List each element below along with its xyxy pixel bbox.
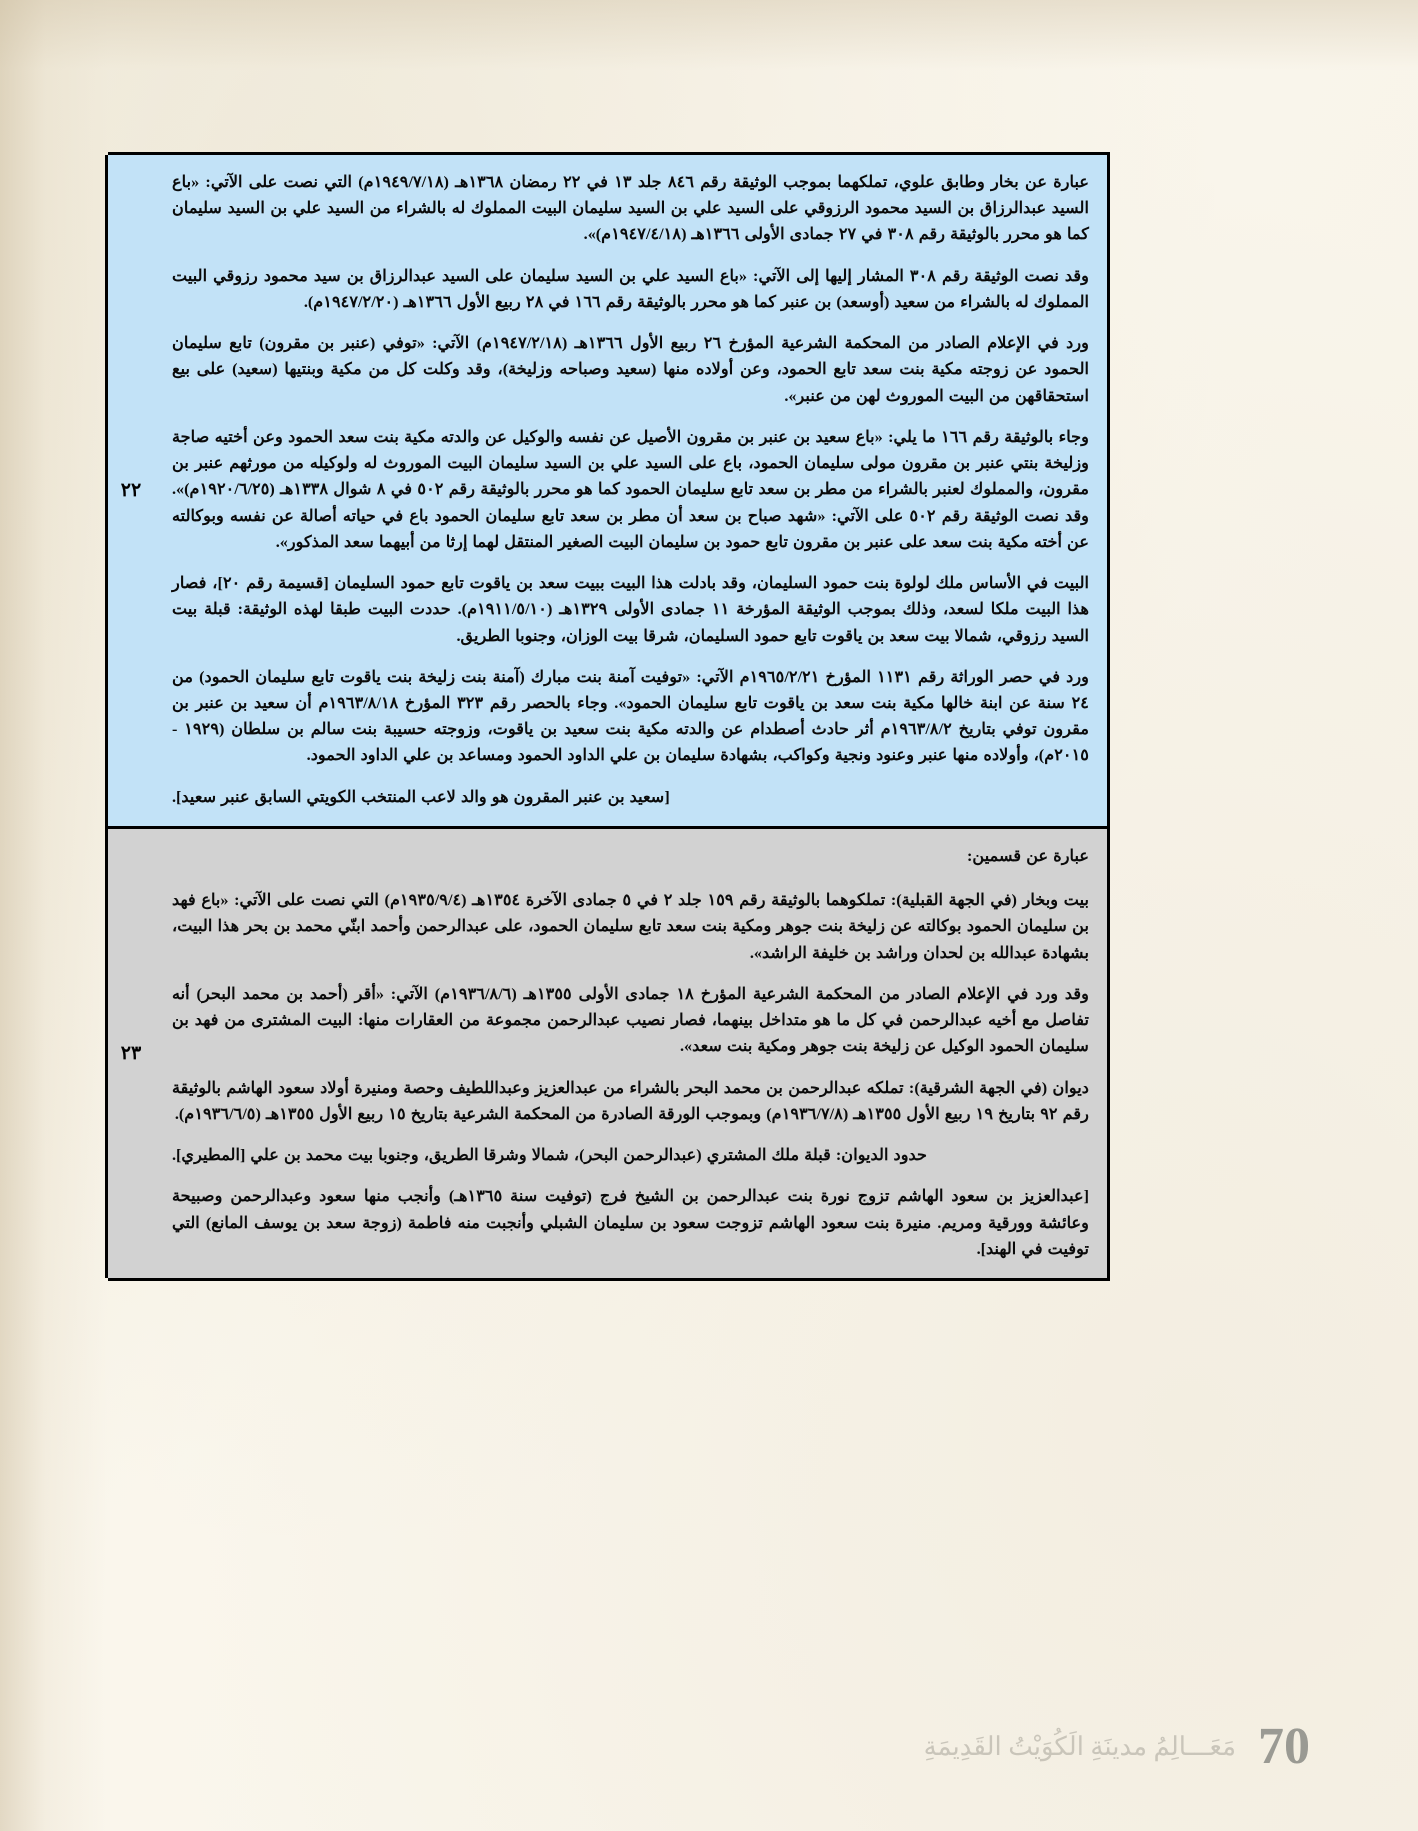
record-content-cell-22 [154, 155, 1107, 827]
property-records-table [108, 152, 1110, 1281]
record-paragraph: ديوان (في الجهة الشرقية): تملكه عبدالرحمن بن محمد البحر بالشراء من عبدالعزيز وعبداللطيف وحصة ومنيرة أولاد سعود الهاشم بالوثيقة رقم ٩٢ بتاريخ ١٩ ربيع الأول ١٣٥٥هـ (١٩٣٦/٧/٨م) وبموجب الورقة الصادرة من المحكمة الشرعية بتاريخ ١٥ ربيع الأول ١٣٥٥هـ (١٩٣٦/٦/٥م). [172, 1078, 1089, 1123]
record-number-cell: ٢٢ [107, 155, 155, 827]
record-paragraph: البيت في الأساس ملك لولوة بنت حمود السليمان، وقد بادلت هذا البيت ببيت سعد بن ياقوت تابع حمود السليمان [قسيمة رقم ٢٠]، فصار هذا البيت ملكا لسعد، وذلك بموجب الوثيقة المؤرخة ١١ جمادى الأولى ١٣٢٩هـ (١٩١١/٥/١٠م). حددت البيت طبقا لهذه الوثيقة: قبلة بيت السيد رزوقي، شمالا بيت سعد بن ياقوت تابع حمود السليمان، شرقا بيت الوزان، وجنوبا الطريق. [172, 574, 1090, 645]
record-note-paragraph: [عبدالعزيز بن سعود الهاشم تزوج نورة بنت عبدالرحمن بن الشيخ فرج (توفيت سنة ١٣٦٥هـ) وأنجب منها سعود وعبدالرحمن وصبيحة وعائشة وورقية ومريم. منيرة بنت سعود الهاشم تزوجت سعود بن سليمان الشبلي وأنجبت منه فاطمة (زوجة سعد بن يوسف المانع) التي توفيت في الهند]. [172, 1187, 1090, 1258]
records-table-body [107, 155, 1108, 1278]
record-paragraph: عبارة عن بخار وطابق علوي، تملكهما بموجب الوثيقة رقم ٨٤٦ جلد ١٣ في ٢٢ رمضان ١٣٦٨هـ (١٩٤٩/٧/١٨م) التي نصت على الآتي: «باع السيد عبدالرزاق بن السيد محمود الرزوقي على السيد علي بن السيد سليمان البيت المملوك له بالشراء من السيد علي بن السيد سليمان كما هو محرر بالوثيقة رقم ٣٠٨ في ٢٧ جمادى الأولى ١٣٦٦هـ (١٩٤٧/٤/١٨م)». [172, 173, 1089, 244]
record-paragraph: ورد في الإعلام الصادر من المحكمة الشرعية المؤرخ ٢٦ ربيع الأول ١٣٦٦هـ (١٩٤٧/٢/١٨م) الآتي: «توفي (عنبر بن مقرون) تابع سليمان الحمود عن زوجته مكية بنت سعد تابع الحمود، وعن أولاده منها (سعيد وصباحه وزليخة)، وقد وكلت كل من مكية وبنتيها (سعيد) على بيع استحقاقهن من البيت الموروث لهن من عنبر». [172, 334, 1089, 405]
page-footer [0, 1687, 1310, 1807]
record-paragraph: وجاء بالوثيقة رقم ١٦٦ ما يلي: «باع سعيد بن عنبر بن مقرون الأصيل عن نفسه والوكيل عن والدته مكية بنت سعد الحمود وعن أختيه صاجة وزليخة بنتي عنبر بن مقرون مولى سليمان الحمود، باع على السيد علي بن السيد سليمان البيت الموروث له ولوكيله من مورثهم عنبر بن مقرون، والمملوك لعنبر بالشراء من مطر بن سعد تابع سليمان الحمود كما هو محرر بالوثيقة رقم ٥٠٢ في ٨ شوال ١٣٣٨هـ (١٩٢٠/٦/٢٥م)». وقد نصت الوثيقة رقم ٥٠٢ على الآتي: «شهد صباح بن سعد أن مطر بن سعد تابع سليمان الحمود باع في حياته أصالة عن نفسه وبوكالته عن أخته مكية بنت سعد على عنبر بن مقرون تابع حمود بن سليمان البيت الصغير المنتقل لهما إرثا من أبيهما سعد المذكور». [172, 427, 1090, 551]
record-paragraph: وقد نصت الوثيقة رقم ٣٠٨ المشار إليها إلى الآتي: «باع السيد علي بن السيد سليمان على السيد عبدالرزاق بن سيد محمود رزوقي البيت المملوك له بالشراء من سعيد (أوسعد) بن عنبر كما هو محرر بالوثيقة رقم ١٦٦ في ٢٨ ربيع الأول ١٣٦٦هـ (١٩٤٧/٢/٢٠م). [172, 266, 1089, 311]
records-table [105, 155, 1107, 1278]
record-heading-paragraph: عبارة عن قسمين: [967, 846, 1089, 865]
record-number-cell: ٢٣ [107, 827, 155, 1278]
page-number: 70 [1258, 1718, 1310, 1775]
record-paragraph: وقد ورد في الإعلام الصادر من المحكمة الشرعية المؤرخ ١٨ جمادى الأولى ١٣٥٥هـ (١٩٣٦/٨/٦م) الآتي: «أقر (أحمد بن محمد البحر) أنه تفاصل مع أخيه عبدالرحمن في كل ما هو متداخل بينهما، فصار نصيب عبدالرحمن مجموعة من العقارات منها: البيت المشترى من فهد بن سليمان الحمود الوكيل عن زليخة بنت جوهر ومكية بنت سعد». [172, 984, 1089, 1056]
record-paragraph: ورد في حصر الوراثة رقم ١١٣١ المؤرخ ١٩٦٥/٢/٢١م الآتي: «توفيت آمنة بنت مبارك (آمنة بنت زليخة بنت ياقوت تابع سليمان الحمود) من ٢٤ سنة عن ابنة خالها مكية بنت سعد بن ياقوت تابع سليمان الحمود». وجاء بالحصر رقم ٣٢٣ المؤرخ ١٩٦٣/٨/١٨م أن سعيد بن عنبر بن مقرون توفي بتاريخ ١٩٦٣/٨/٢م أثر حادث أصطدام عن والدته مكية بنت سعيد بن ياقوت، وزوجته حسيبة بنت سالم بن سلطان (١٩٢٩ - ٢٠١٥م)، وأولاده منها عنبر وعنود ونجية وكواكب، بشهادة سليمان بن علي الداود الحمود ومساعد بن علي الداود الحمود. [172, 667, 1089, 765]
record-note-paragraph: [سعيد بن عنبر المقرون هو والد لاعب المنتخب الكويتي السابق عنبر سعيد]. [172, 787, 670, 806]
table-row [107, 827, 1108, 1278]
record-content-cell-23 [154, 827, 1107, 1278]
book-title-footer: مَعَـــالِمُ مدينَةِ الَكُوَيْتُ القَدِيمَةِ [923, 1732, 1236, 1761]
table-row [107, 155, 1108, 827]
record-paragraph: بيت وبخار (في الجهة القبلية): تملكوهما بالوثيقة رقم ١٥٩ جلد ٢ في ٥ جمادى الآخرة ١٣٥٤هـ (١٩٣٥/٩/٤م) التي نصت على الآتي: «باع فهد بن سليمان الحمود بوكالته عن زليخة بنت جوهر ومكية بنت سعد تابع سليمان الحمود، على عبدالرحمن وأحمد ابنّي محمد بن بحر هذا البيت، بشهادة عبدالله بن لحدان وراشد بن خليفة الراشد». [172, 891, 1090, 962]
record-paragraph: حدود الديوان: قبلة ملك المشتري (عبدالرحمن البحر)، شمالا وشرقا الطريق، وجنوبا بيت محمد بن علي [المطيري]. [172, 1146, 928, 1165]
